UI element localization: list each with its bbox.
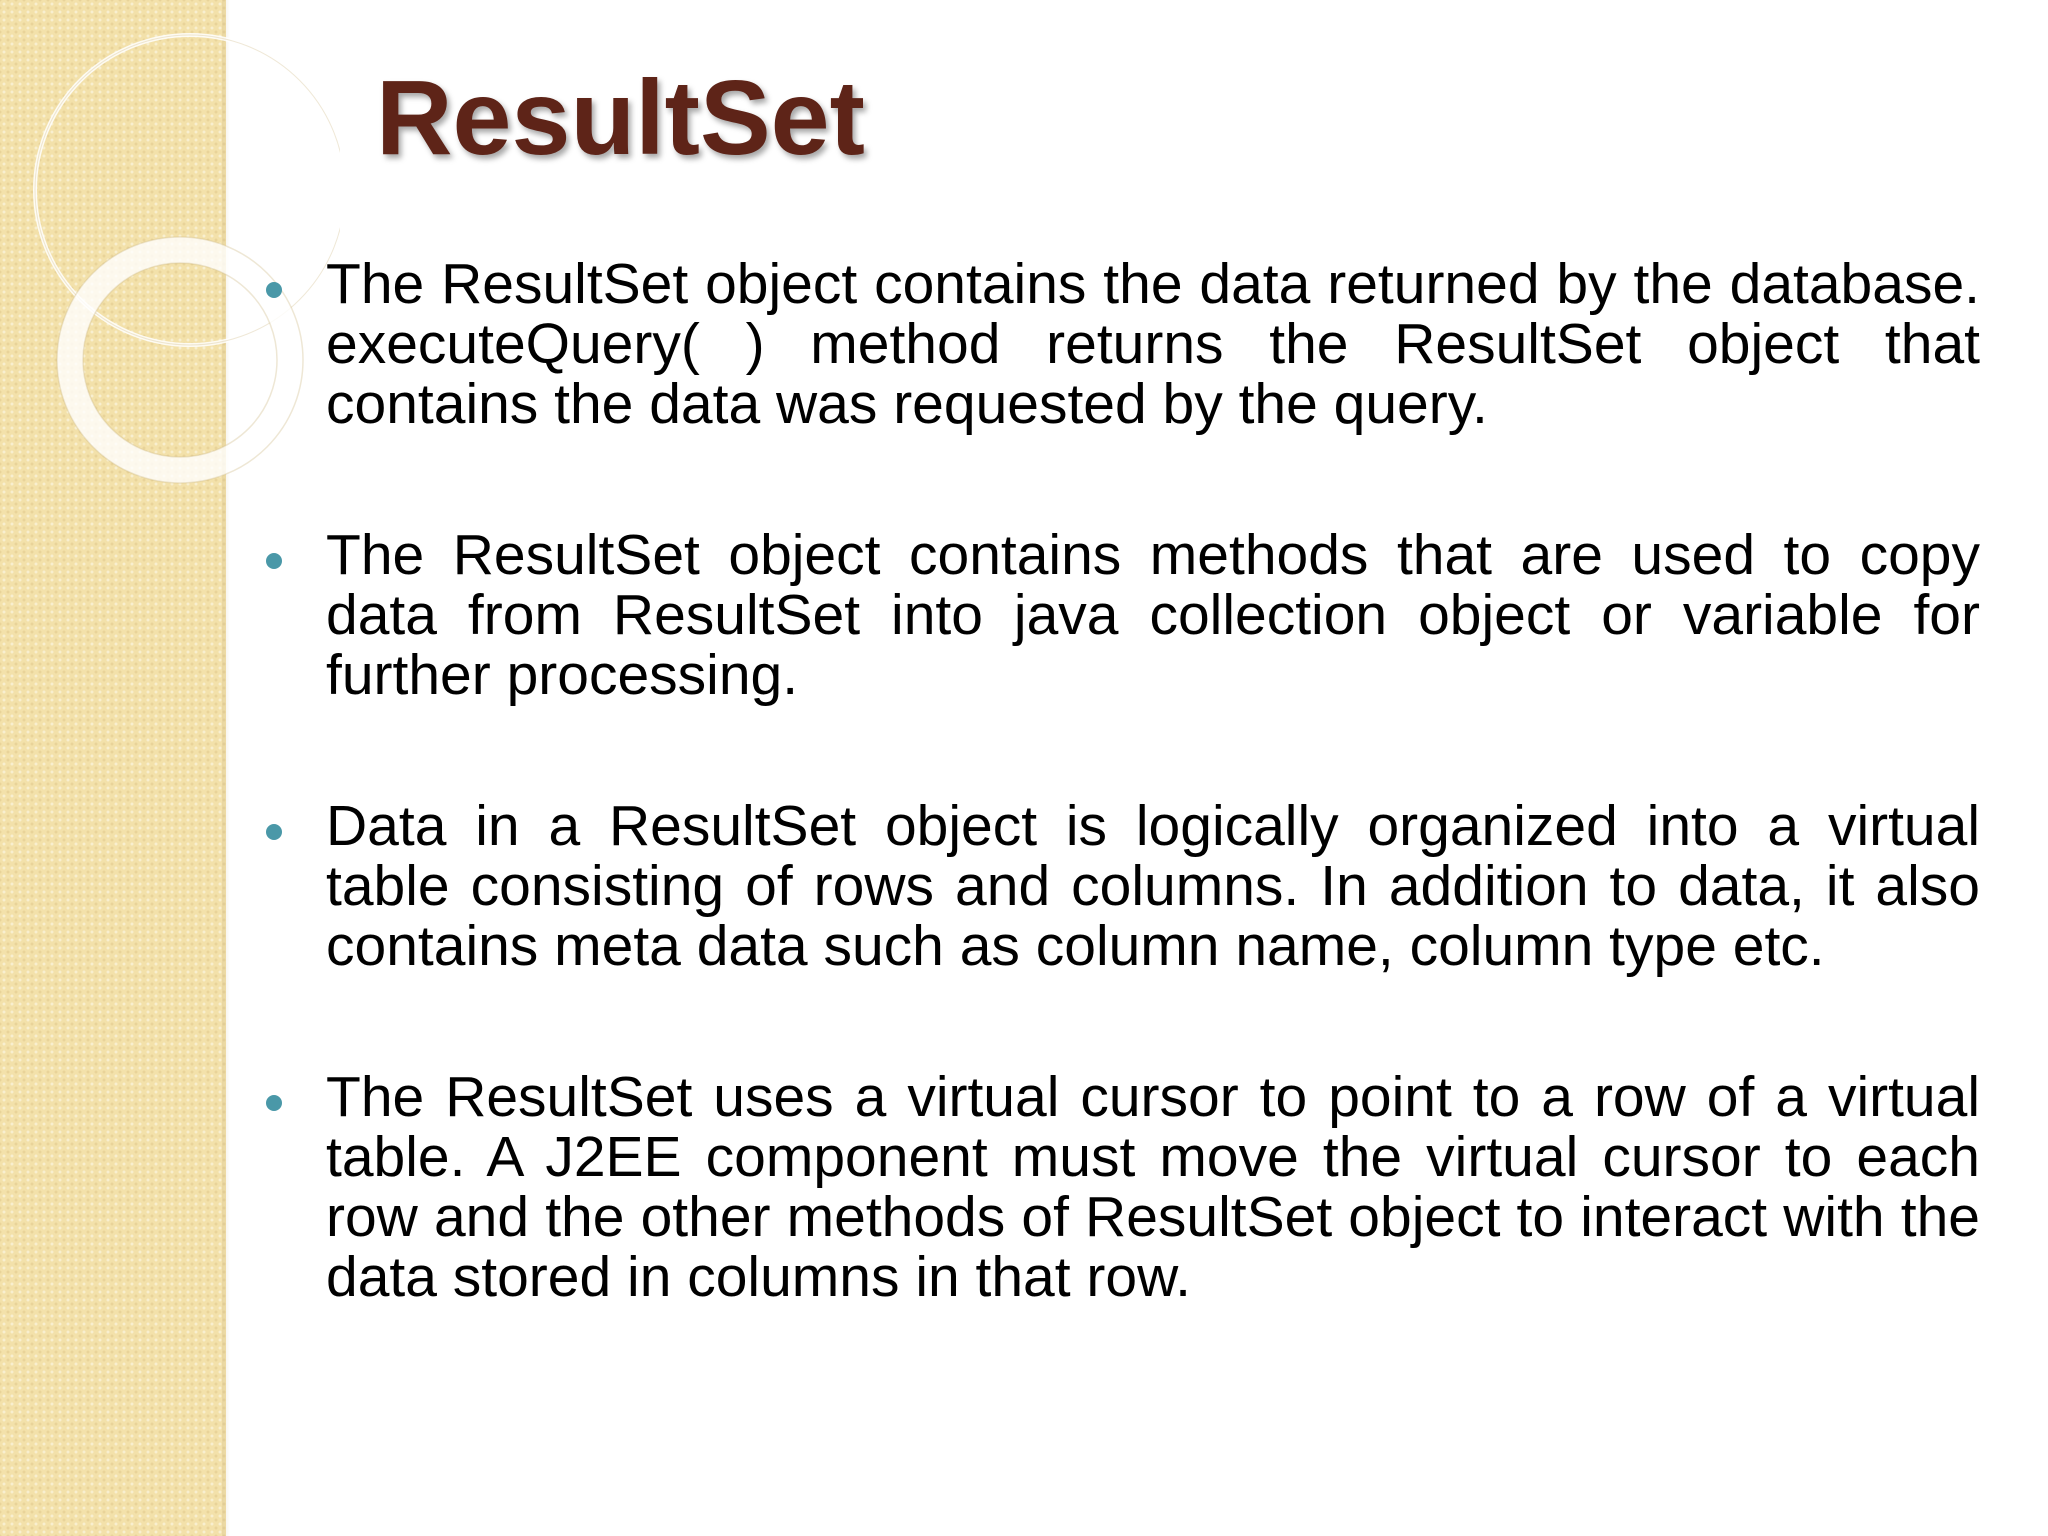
bullet-dot-icon <box>266 824 282 840</box>
bullet-dot-icon <box>266 282 282 298</box>
bullet-item <box>326 254 1980 434</box>
bullet-text: Data in a ResultSet object is logically organized into a virtual table consisting of rows and columns. In addition to data, it also contains meta data such as column name, column type etc. <box>326 794 1980 978</box>
slide-title: ResultSet <box>376 59 865 177</box>
bullet-item <box>326 1067 1980 1307</box>
bullet-dot-icon <box>266 553 282 569</box>
bullet-item <box>326 796 1980 976</box>
bullet-text: The ResultSet object contains methods that are used to copy data from ResultSet into java collection object or variable for further processing. <box>326 523 1980 707</box>
bullet-dot-icon <box>266 1095 282 1111</box>
bullet-text: The ResultSet object contains the data returned by the database. executeQuery( ) method returns the ResultSet object that contains the data was requested by the query. <box>326 252 1980 436</box>
decorative-rings <box>0 0 340 520</box>
bullet-list <box>326 254 1980 1398</box>
bullet-item <box>326 525 1980 705</box>
bullet-text: The ResultSet uses a virtual cursor to point to a row of a virtual table. A J2EE component must move the virtual cursor to each row and the other methods of ResultSet object to interact with the data stored in columns in that row. <box>326 1065 1980 1309</box>
